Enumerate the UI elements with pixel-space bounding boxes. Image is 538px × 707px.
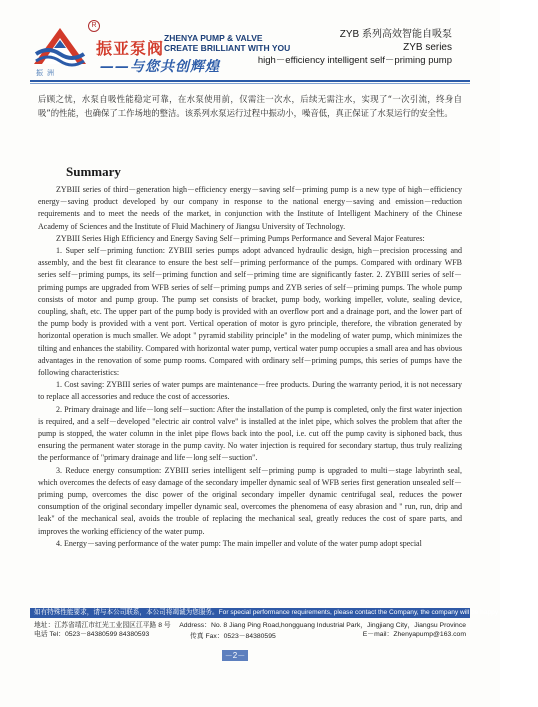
- page-footer: [30, 608, 538, 640]
- intro-paragraph-cn: 后顾之忧，水泵自吸性能稳定可靠，在水泵使用前，仅需注一次水，后续无需注水，实现了“一次引流，终身自吸”的性能，也确保了工作场地的整洁。该系列水泵运行过程中振动小，噪音低，真正保证了水泵运行的安全性。: [38, 94, 462, 118]
- summary-paragraph: ZYBIII Series High Efficiency and Energy Saving Self－priming Pumps Performance and Several Major Features:: [56, 233, 425, 243]
- summary-paragraph: 4. Energy－saving performance of the water pump: The main impeller and volute of the water pump adopt special: [56, 538, 422, 548]
- contact-left: [34, 621, 171, 639]
- email: E－mail：Zhenyapump@163.com: [362, 631, 466, 638]
- logo-caption: 振 洲: [36, 70, 55, 77]
- series-title-cn: ZYB 系列高效智能自吸泵: [339, 29, 452, 40]
- brand-line-2: CREATE BRILLIANT WITH YOU: [164, 43, 291, 53]
- product-series-title: [258, 28, 452, 68]
- contact-info: [30, 618, 470, 640]
- fax: 传真 Fax：0523－84380595: [190, 633, 276, 640]
- brand-name-cn: 振亚泵阀: [96, 39, 165, 58]
- brand-slogan: ——与您共创辉煌: [100, 59, 220, 75]
- brand-line-1: ZHENYA PUMP & VALVE: [164, 33, 263, 43]
- summary-paragraph: 2. Primary drainage and life－long self－suction: After the installation of the pump is completed, only the first water injection is required, and a self－developed "electric air control valve" is installed at the inlet pipe, which solves the problem that after the pump is stopped, the water column in the inlet pipe flows back into the pool, i.e. cut off the pump cavity is siphoned back, thus ensuring the permanent water storage in the pump cavity. No water injection is required for secondary startup, thus truly realizing the performance of "primary drainage and life－long self－suction".: [38, 404, 462, 463]
- company-logo-icon: [30, 24, 90, 68]
- summary-body: [38, 184, 462, 550]
- summary-heading: Summary: [66, 164, 121, 179]
- header-divider: [30, 80, 470, 82]
- page-number: －2－: [222, 650, 248, 661]
- service-notice-bar: 如有特殊性能要求，请与本公司联系，本公司将竭诚为您服务。For special performance requirements, please contact the Company, the company will be happy to serve you.: [30, 608, 470, 618]
- address-cn: 地址：江苏省靖江市红光工业园区江平路 8 号: [34, 622, 171, 629]
- page-header: [0, 0, 500, 88]
- phone: 电话 Tel：0523－84380599 84380593: [34, 631, 150, 638]
- summary-paragraph: 1. Super self－priming function: ZYBIII series pumps adopt advanced hydraulic design, high－precision processing and assembly, and the best fit clearance to ensure the best self－priming performance of the pumps. Compared with ordinary WFB series self－priming pumps, its self－priming function and self－priming time are significantly faster. 2. ZYBIII series of self－priming pumps are upgraded from WFB series of self－priming pumps and ZYB series of self－priming pumps. The whole pump consists of motor and pump group. The pump set consists of bracket, pump body, working impeller, volute, sealing device, coupling, shaft, etc. The upper part of the pump body is provided with an overflow port and a drainage port, and the lower part of the pump body is provided with a vent port. Vertical operation of motor is gyro principle, therefore, the vibration generated by horizontal operation is much smaller. We adopt " pyramid stability principle" in the modeling of water pump, which minimizes the tilting and enhances the stability. Compared with horizontal water pump, vertical water pump occupies a small area and has obvious advantages in the renovation of some pump rooms. Compared with ordinary self－priming pumps, this series of pumps have the following characteristics:: [38, 246, 462, 378]
- registered-mark: R: [88, 20, 100, 32]
- summary-paragraph: 3. Reduce energy consumption: ZYBIII series intelligent self－priming pump is upgraded to multi－stage labyrinth seal, which overcomes the defects of easy damage of the secondary impeller dynamic seal of WFB series first generation unsealed self－priming pump, overcomes the disc power of the original secondary impeller dynamic centrifugal seal, reduces the power consumption of the original secondary impeller dynamic seal, overcomes the phenomena of easy abrasion and " run, run, drip and leak" of the mechanical seal, avoids the trouble of replacing the mechanical seal, greatly reduces the cost of spare parts, and improves the working efficiency of the water pump.: [38, 465, 462, 536]
- address-en: Address：No. 8 Jiang Ping Road,hongguang Industrial Park，Jingjiang City，Jiangsu Province: [179, 622, 466, 629]
- summary-paragraph: ZYBIII series of third－generation high－efficiency energy－saving self－priming pump is a new type of high－efficiency energy－saving product developed by our company in response to the national energy－saving and emission－reduction requirements and to meet the needs of the market, in conjunction with the Institute of Intelligent Machinery of the Chinese Academy of Sciences and the Institute of Fluid Machinery of Jiangsu University of Technology.: [38, 185, 462, 231]
- series-subtitle: high－efficiency intelligent self－priming pump: [257, 55, 452, 66]
- summary-paragraph: 1. Cost saving: ZYBIII series of water pumps are maintenance－free products. During the warranty period, it is not necessary to replace all accessories and reduce the cost of accessories.: [38, 380, 462, 402]
- header-divider-thin: [30, 83, 470, 84]
- series-title-en: ZYB series: [403, 42, 452, 53]
